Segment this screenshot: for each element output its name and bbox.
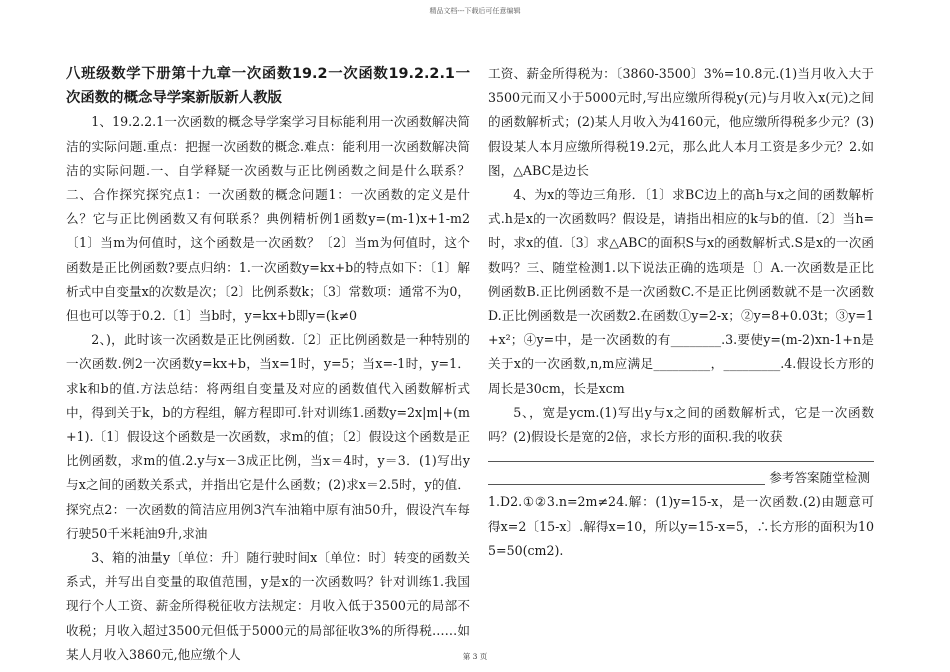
answer-heading-rule (488, 472, 765, 485)
left-column (66, 62, 470, 667)
harvest-blank-line (488, 449, 874, 462)
answer-heading-row (488, 466, 874, 490)
page-header: 精品文档---下载后可任意编辑 (429, 7, 521, 15)
paragraph-1: 1、19.2.2.1一次函数的概念导学案学习目标能利用一次函数解决简洁的实际问题.重点：把握一次函数的概念.难点：能利用一次函数解决简洁的实际问题.一、自学释疑一次函数与正比例函数之间是什么联系？二、合作探究探究点1：一次函数的概念问题1：一次函数的定义是什么？它与正比例函数又有何联系？典例精析例1函数y=(m-1)x+1-m2〔1〕当m为何值时，这个函数是一次函数？〔2〕当m为何值时，这个函数是正比例函数?要点归纳：1.一次函数y=kx+b的特点如下：〔1〕解析式中自变量x的次数是次；〔2〕比例系数k；〔3〕常数项：通常不为0，但也可以等于0.2.〔1〕当b时，y=kx+b即y=(k≠0 (66, 114, 470, 324)
page-number: 第 3 页 (462, 652, 488, 661)
paragraph-5: 5、，宽是ycm.(1)写出y与x之间的函数解析式，它是一次函数吗？(2)假设长是宽的2倍，求长方形的面积.我的收获 (488, 404, 874, 445)
paragraph-3-continued: 工资、薪金所得税为：〔3860-3500〕3%=10.8元.(1)当月收入大于3500元而又小于5000元时,写出应缴所得税y(元)与月收入x(元)之间的函数解析式；(2)某人月收入为4160元，他应缴所得税多少元？(3)假设某人本月应缴所得税19.2元，那么此人本月工资是多少元？2.如图，△ABC是边长 (488, 66, 874, 178)
answer-text: 1.D2.①②3.n=2m≠24.解：(1)y=15-x，是一次函数.(2)由题意可得x=2〔15-x〕.解得x=10，所以y=15-x=5，∴长方形的面积为105=50(cm2). (488, 494, 874, 558)
paragraph-4: 4、为x的等边三角形．〔1〕求BC边上的高h与x之间的函数解析式.h是x的一次函数吗？假设是，请指出相应的k与b的值.〔2〕当h=时，求x的值.〔3〕求△ABC的面积S与x的函数解析式.S是x的一次函数吗？三、随堂检测1.以下说法正确的选项是〔〕A.一次函数是正比例函数B.正比例函数不是一次函数C.不是正比例函数就不是一次函数D.正比例函数是一次函数2.在函数①y=2-x；②y=8+0.03t；③y=1+x²；④y=中，是一次函数的有________.3.要使y=(m-2)xn-1+n是关于x的一次函数,n,m应满足_________，_________.4.假设长方形的周长是30cm，长是xcm (488, 187, 874, 396)
answer-heading: 参考答案随堂检测 (769, 470, 870, 486)
document-title: 八班级数学下册第十九章一次函数19.2一次函数19.2.2.1一次函数的概念导学案新版新人教版 (66, 66, 470, 107)
right-column (488, 62, 874, 563)
paragraph-2: 2、)，此时该一次函数是正比例函数.〔2〕正比例函数是一种特别的一次函数.例2一次函数y=kx+b，当x=1时，y=5；当x=-1时，y=1．求k和b的值.方法总结：将两组自变量及对应的函数值代入函数解析式中，得到关于k，b的方程组，解方程即可.针对训练1.函数y=2x|m|+(m+1).〔1〕假设这个函数是一次函数，求m的值；〔2〕假设这个函数是正比例函数，求m的值.2.y与x－3成正比例，当x＝4时，y＝3．(1)写出y与x之间的函数关系式，并指出它是什么函数；(2)求x＝2.5时，y的值．探究点2：一次函数的简洁应用例3汽车油箱中原有油50升，假设汽车每行驶50千米耗油9升,求油 (66, 332, 470, 541)
paragraph-3: 3、箱的油量y〔单位：升〕随行驶时间x〔单位：时〕转变的函数关系式，并写出自变量的取值范围，y是x的一次函数吗？针对训练1.我国现行个人工资、薪金所得税征收方法规定：月收入低于3500元的局部不收税；月收入超过3500元但低于5000元的局部征收3%的所得税……如某人月收入3860元,他应缴个人 (66, 550, 470, 662)
